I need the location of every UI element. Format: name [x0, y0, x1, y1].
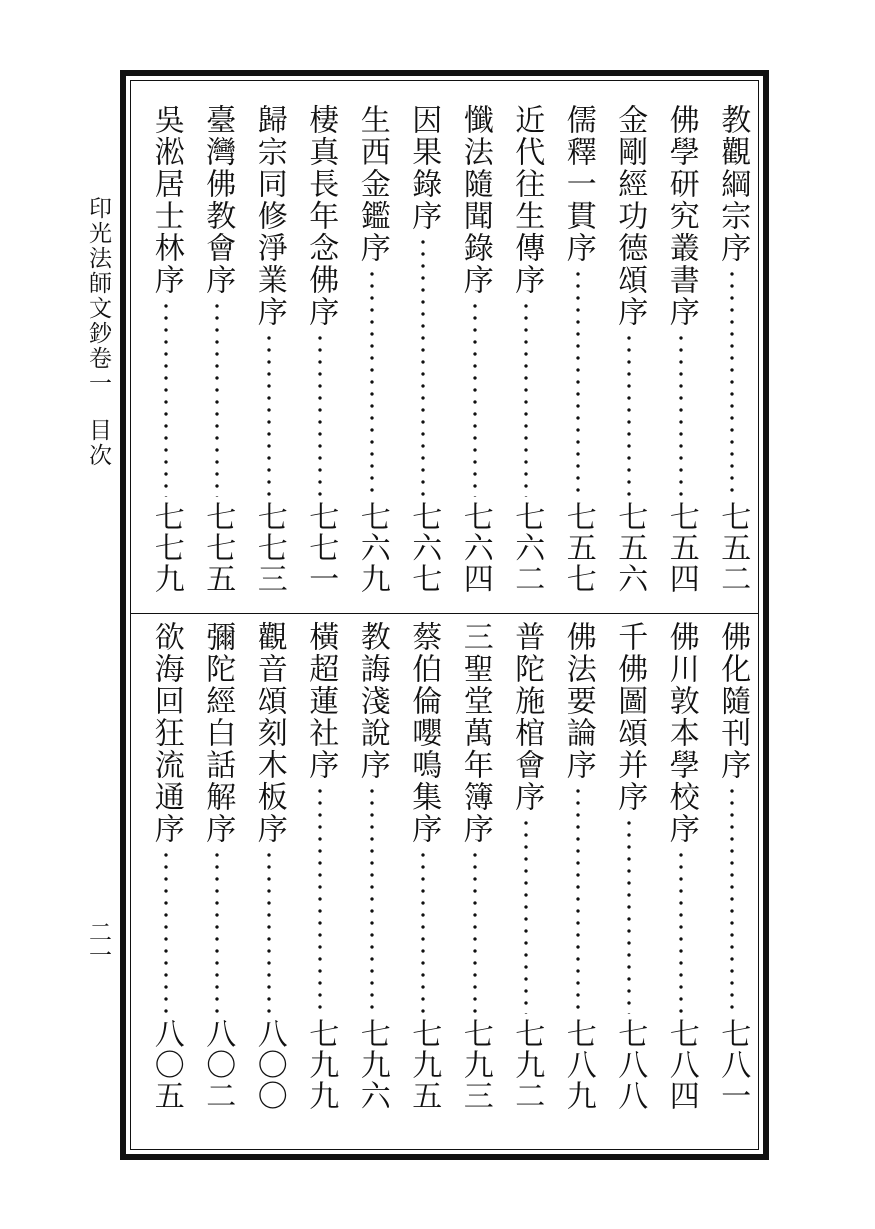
leader-dots	[421, 236, 425, 497]
toc-entry[interactable]	[140, 621, 192, 1111]
toc-entry-page: 七六七	[406, 501, 442, 594]
leader-dots	[627, 817, 631, 1014]
toc-entry-title: 千佛圖頌并序	[612, 621, 648, 813]
toc-entry-title: 觀音頌刻木板序	[251, 621, 287, 845]
toc-entry[interactable]	[501, 621, 553, 1111]
toc-entry-title: 彌陀經白話解序	[200, 621, 236, 845]
toc-entry-page: 七八八	[612, 1018, 648, 1111]
toc-entry[interactable]	[398, 104, 450, 594]
toc-entry[interactable]	[707, 104, 759, 594]
leader-dots	[576, 268, 580, 497]
toc-entry-page: 七六四	[457, 501, 493, 594]
leader-dots	[679, 849, 683, 1014]
leader-dots	[473, 300, 477, 497]
toc-entry[interactable]	[295, 104, 347, 594]
toc-entry[interactable]	[192, 104, 244, 594]
leader-dots	[524, 817, 528, 1014]
toc-entry[interactable]	[243, 621, 295, 1111]
toc-entry-title: 懺法隨聞錄序	[457, 104, 493, 296]
leader-dots	[730, 785, 734, 1014]
leader-dots	[421, 849, 425, 1014]
leader-dots	[215, 849, 219, 1014]
toc-entry-title: 佛法要論序	[560, 621, 596, 781]
toc-entry-title: 教誨淺說序	[354, 621, 390, 781]
toc-entry[interactable]	[346, 104, 398, 594]
toc-entry-title: 吳淞居士林序	[148, 104, 184, 296]
toc-entry[interactable]	[707, 621, 759, 1111]
toc-entry-page: 七九九	[303, 1018, 339, 1111]
toc-entry-title: 普陀施棺會序	[509, 621, 545, 813]
toc-entry-title: 近代往生傳序	[509, 104, 545, 296]
toc-entry-title: 臺灣佛教會序	[200, 104, 236, 296]
toc-panel-top	[131, 104, 758, 594]
toc-entry-title: 金剛經功德頌序	[612, 104, 648, 328]
toc-entry-page: 七五六	[612, 501, 648, 594]
toc-entry-page: 八〇五	[148, 1018, 184, 1111]
toc-entry-title: 儒釋一貫序	[560, 104, 596, 264]
toc-entry-title: 佛化隨刊序	[715, 621, 751, 781]
leader-dots	[730, 268, 734, 497]
toc-entry-page: 七八九	[560, 1018, 596, 1111]
leader-dots	[627, 332, 631, 497]
toc-entry[interactable]	[552, 104, 604, 594]
toc-entry-page: 七九三	[457, 1018, 493, 1111]
toc-entry-page: 七六二	[509, 501, 545, 594]
toc-entry-title: 棲真長年念佛序	[303, 104, 339, 328]
toc-entry-page: 七七三	[251, 501, 287, 594]
leader-dots	[370, 785, 374, 1014]
toc-entry[interactable]	[295, 621, 347, 1111]
toc-entry-title: 三聖堂萬年簿序	[457, 621, 493, 845]
toc-entry-page: 八〇〇	[251, 1018, 287, 1111]
leader-dots	[524, 300, 528, 497]
toc-entry-page: 七九五	[406, 1018, 442, 1111]
toc-entry-page: 七五七	[560, 501, 596, 594]
toc-entry[interactable]	[655, 621, 707, 1111]
toc-entry[interactable]	[449, 104, 501, 594]
toc-entry-page: 七七一	[303, 501, 339, 594]
toc-entry[interactable]	[243, 104, 295, 594]
toc-entry-page: 七五二	[715, 501, 751, 594]
running-head	[76, 196, 116, 468]
toc-entry[interactable]	[501, 104, 553, 594]
toc-entry[interactable]	[655, 104, 707, 594]
toc-entry-title: 因果錄序	[406, 104, 442, 232]
toc-entry-page: 七六九	[354, 501, 390, 594]
toc-entry[interactable]	[192, 621, 244, 1111]
leader-dots	[267, 849, 271, 1014]
toc-entry-title: 橫超蓮社序	[303, 621, 339, 781]
toc-entry-page: 七七九	[148, 501, 184, 594]
leader-dots	[164, 300, 168, 497]
toc-entry[interactable]	[604, 621, 656, 1111]
toc-entry-title: 生西金鑑序	[354, 104, 390, 264]
toc-entry-title: 佛川敦本學校序	[663, 621, 699, 845]
leader-dots	[370, 268, 374, 497]
leader-dots	[215, 300, 219, 497]
toc-entry-page: 七九二	[509, 1018, 545, 1111]
leader-dots	[473, 849, 477, 1014]
toc-entry-title: 蔡伯倫嚶鳴集序	[406, 621, 442, 845]
book-title: 印光法師文鈔卷一	[85, 196, 111, 396]
leader-dots	[318, 785, 322, 1014]
toc-entry[interactable]	[140, 104, 192, 594]
toc-entry-page: 七八四	[663, 1018, 699, 1111]
toc-panel-bottom	[131, 621, 758, 1111]
toc-entry[interactable]	[398, 621, 450, 1111]
toc-entry-page: 七七五	[200, 501, 236, 594]
toc-entry-page: 七九六	[354, 1018, 390, 1111]
toc-entry-page: 七八一	[715, 1018, 751, 1111]
section-title: 目次	[85, 418, 111, 468]
toc-entry-title: 欲海回狂流通序	[148, 621, 184, 845]
toc-entry-page: 八〇二	[200, 1018, 236, 1111]
toc-entry-title: 教觀綱宗序	[715, 104, 751, 264]
toc-entry[interactable]	[449, 621, 501, 1111]
leader-dots	[318, 332, 322, 497]
toc-entry[interactable]	[604, 104, 656, 594]
leader-dots	[576, 785, 580, 1014]
toc-entry-title: 佛學研究叢書序	[663, 104, 699, 328]
leader-dots	[164, 849, 168, 1014]
toc-entry[interactable]	[346, 621, 398, 1111]
panel-divider	[131, 613, 758, 614]
page-number: 二一	[85, 920, 111, 966]
toc-entry-page: 七五四	[663, 501, 699, 594]
toc-entry[interactable]	[552, 621, 604, 1111]
leader-dots	[679, 332, 683, 497]
toc-entry-title: 歸宗同修淨業序	[251, 104, 287, 328]
leader-dots	[267, 332, 271, 497]
